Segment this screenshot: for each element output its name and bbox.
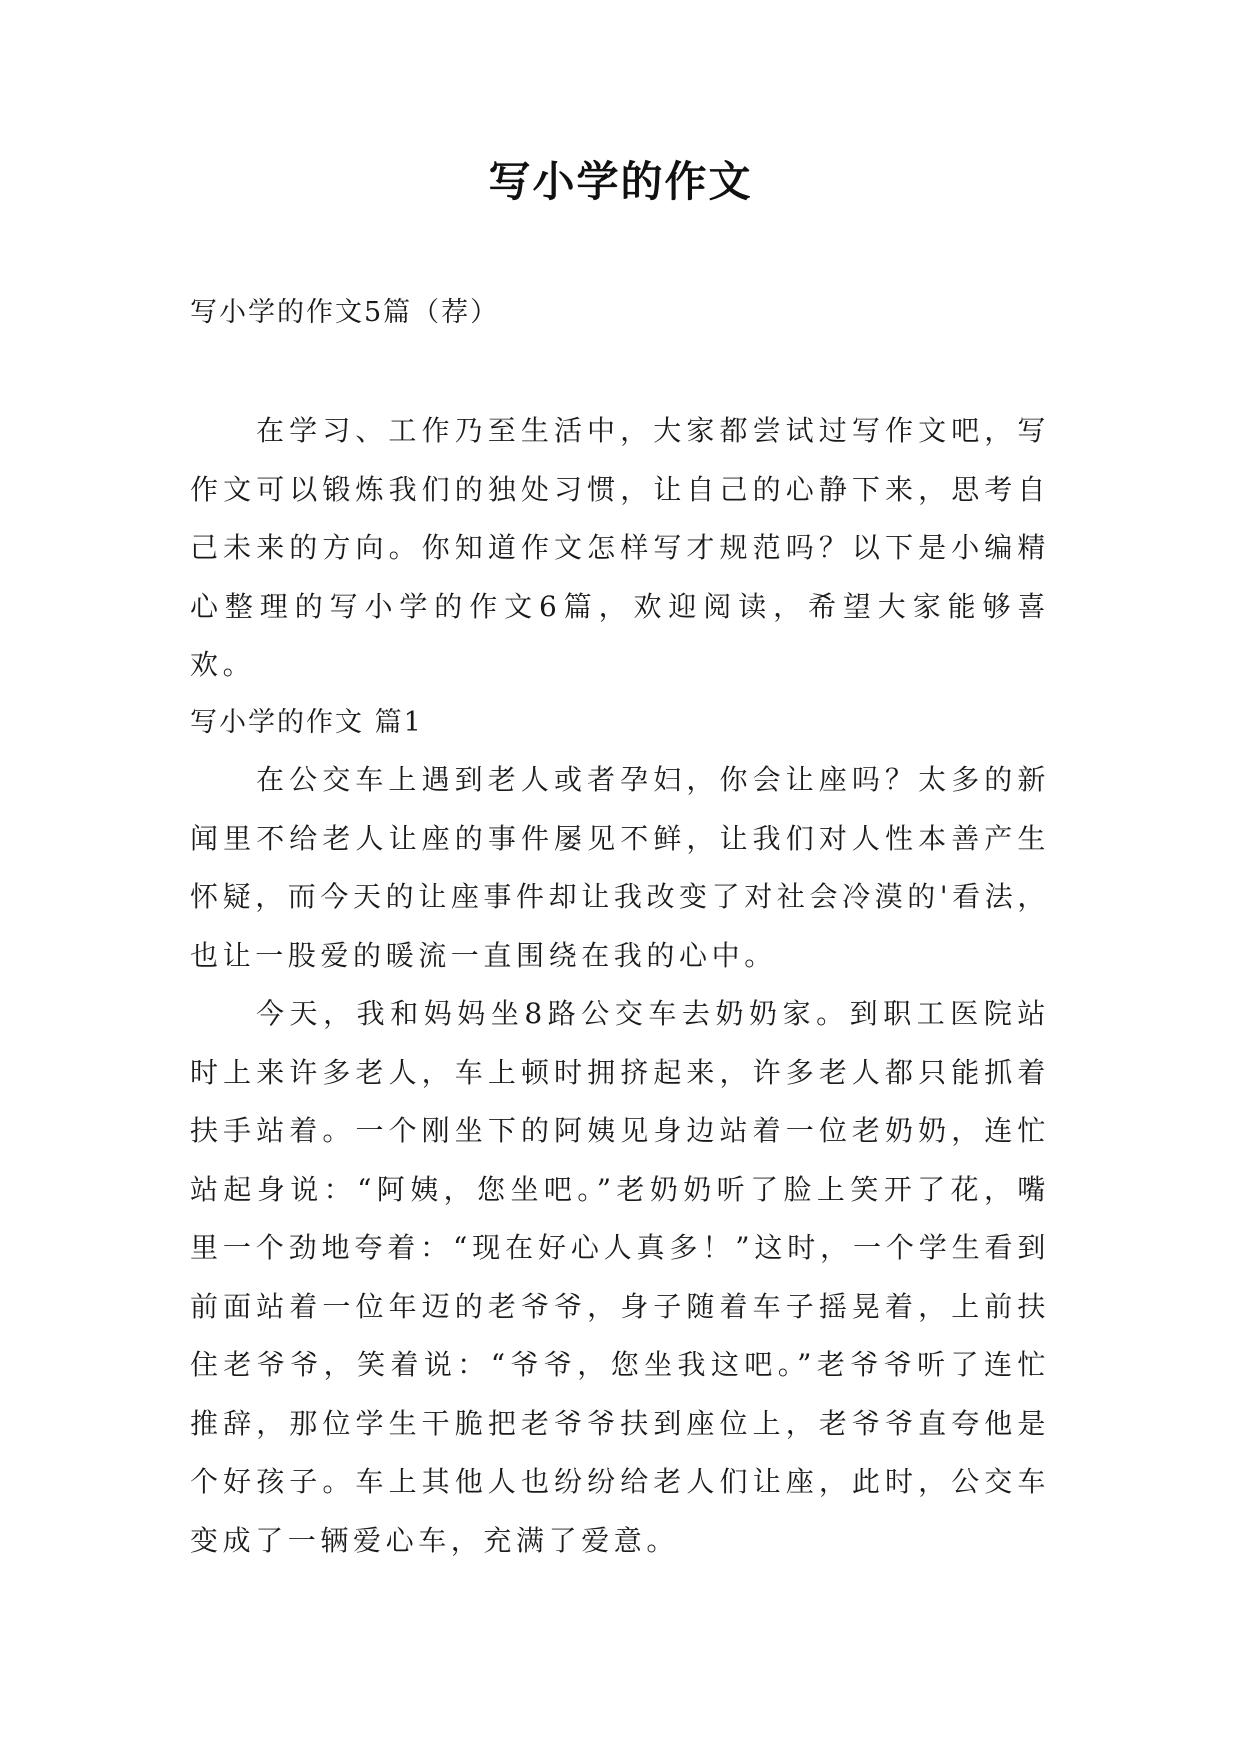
document-title: 写小学的作文: [488, 157, 753, 206]
body-paragraph: 在公交车上遇到老人或者孕妇，你会让座吗？太多的新闻里不给老人让座的事件屡见不鲜，让我们对人性本善产生怀疑，而今天的让座事件却让我改变了对社会冷漠的'看法，也让一股爱的暖流一直围绕在我的心中。: [190, 763, 1050, 972]
section-heading: 写小学的作文 篇1: [190, 707, 423, 738]
document-subtitle: 写小学的作文5篇（荐）: [190, 297, 500, 328]
body-paragraph: 今天，我和妈妈坐8路公交车去奶奶家。到职工医院站时上来许多老人，车上顿时拥挤起来，许多老人都只能抓着扶手站着。一个刚坐下的阿姨见身边站着一位老奶奶，连忙站起身说：“阿姨，您坐吧。”老奶奶听了脸上笑开了花，嘴里一个劲地夸着：“现在好心人真多！”这时，一个学生看到前面站着一位年迈的老爷爷，身子随着车子摇晃着，上前扶住老爷爷，笑着说：“爷爷，您坐我这吧。”老爷爷听了连忙推辞，那位学生干脆把老爷爷扶到座位上，老爷爷直夸他是个好孩子。车上其他人也纷纷给老人们让座，此时，公交车变成了一辆爱心车，充满了爱意。: [190, 997, 1050, 1557]
intro-paragraph: 在学习、工作乃至生活中，大家都尝试过写作文吧，写作文可以锻炼我们的独处习惯，让自己的心静下来，思考自己未来的方向。你知道作文怎样写才规范吗？以下是小编精心整理的写小学的作文6篇，欢迎阅读，希望大家能够喜欢。: [190, 414, 1050, 681]
